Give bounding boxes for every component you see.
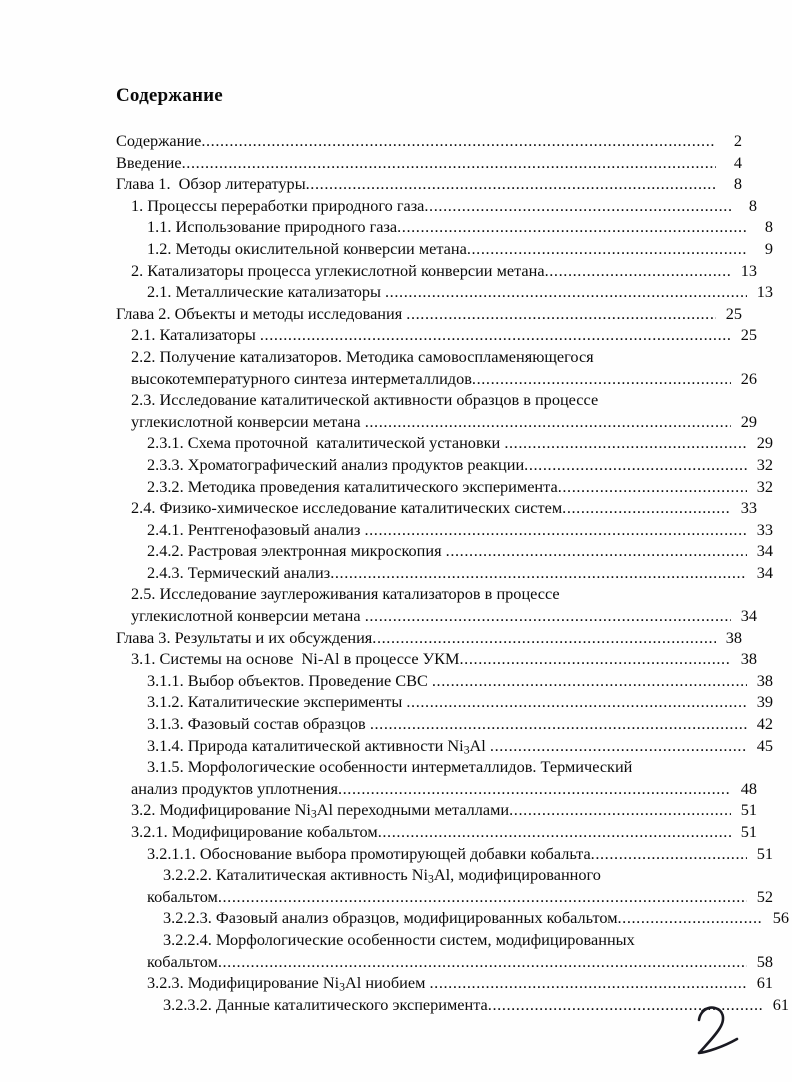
toc-leader-dots	[430, 972, 748, 988]
toc-entry-label: 1.1. Использование природного газа	[147, 217, 398, 237]
toc-entry-line	[116, 972, 773, 994]
toc-entry-label: 2.3. Исследование каталитической активности образцов в процессе	[131, 390, 599, 410]
toc-page-number: 51	[740, 800, 757, 820]
toc-entry-line	[116, 627, 742, 649]
toc-entry-line	[116, 195, 757, 217]
toc-leader-dots	[365, 411, 731, 427]
toc-entry[interactable]	[116, 519, 773, 541]
toc-entry[interactable]	[116, 260, 757, 282]
toc-leader-dots	[618, 907, 764, 923]
toc-entry-label: 3.1.4. Природа каталитической активности $Ni_3Al$	[147, 735, 490, 757]
toc-page-number: 8	[764, 217, 773, 237]
toc-entry-line	[116, 281, 773, 303]
toc-entry[interactable]	[116, 670, 773, 692]
toc-leader-dots	[306, 173, 716, 189]
toc-leader-dots	[545, 260, 731, 276]
toc-entry-label-continued: кобальтом	[147, 886, 218, 906]
toc-entry[interactable]	[116, 173, 742, 195]
toc-leader-dots	[504, 432, 747, 448]
toc-leader-dots	[182, 152, 716, 168]
toc-page-number: 61	[756, 973, 773, 993]
toc-entry-line	[116, 756, 773, 778]
toc-leader-dots	[558, 476, 747, 492]
toc-entry-label-continued: кобальтом	[147, 951, 218, 971]
toc-entry[interactable]	[116, 346, 757, 389]
toc-entry[interactable]	[116, 843, 773, 865]
toc-entry[interactable]	[116, 864, 773, 907]
toc-leader-dots	[562, 497, 731, 513]
toc-entry[interactable]	[116, 562, 773, 584]
toc-entry-line	[116, 454, 773, 476]
toc-entry-line	[116, 907, 789, 929]
toc-entry-label: 3.1.2. Каталитические эксперименты	[147, 692, 407, 712]
toc-page-number: 32	[756, 476, 773, 496]
toc-leader-dots	[370, 713, 747, 729]
toc-leader-dots	[372, 627, 716, 643]
toc-leader-dots	[365, 605, 731, 621]
toc-page-number: 34	[756, 541, 773, 561]
toc-entry-label: 1. Процессы переработки природного газа	[131, 195, 425, 215]
toc-entry-label-continued: высокотемпературного синтеза интерметаллидов	[131, 368, 472, 388]
toc-entry[interactable]	[116, 972, 773, 994]
toc-page-number: 4	[733, 152, 742, 172]
toc-entry-line	[116, 324, 757, 346]
toc-leader-dots	[218, 951, 747, 967]
toc-entry-line	[116, 735, 773, 757]
toc-page-number: 29	[740, 411, 757, 431]
toc-entry-line	[116, 389, 757, 411]
toc-leader-dots	[385, 281, 747, 297]
toc-entry-label: 2.4.1. Рентгенофазовый анализ	[147, 519, 365, 539]
toc-entry[interactable]	[116, 799, 757, 821]
toc-page-number: 26	[740, 368, 757, 388]
toc-page-number: 34	[756, 562, 773, 582]
toc-leader-dots	[218, 886, 747, 902]
toc-entry-label: 3.1. Системы на основе Ni-Al в процессе УКМ	[131, 649, 460, 669]
toc-entry-line	[116, 303, 742, 325]
toc-page-number: 42	[756, 714, 773, 734]
toc-entry-label: 3.2.3. Модифицирование $Ni_3Al$ ниобием	[147, 973, 430, 994]
toc-entry-label: 2.1. Металлические катализаторы	[147, 282, 386, 302]
toc-entry-continuation	[116, 886, 773, 908]
toc-leader-dots	[424, 195, 731, 211]
toc-entry-line	[116, 519, 773, 541]
toc-entry-label: 2.4. Физико-химическое исследование каталитических систем	[131, 498, 563, 518]
toc-page-number: 34	[740, 606, 757, 626]
toc-entry[interactable]	[116, 756, 757, 799]
toc-entry-label: Глава 3. Результаты и их обсуждения	[116, 627, 373, 647]
toc-entry-line	[116, 216, 773, 238]
toc-leader-dots	[338, 778, 731, 794]
toc-entry-continuation	[116, 951, 773, 973]
toc-page-number: 38	[756, 670, 773, 690]
toc-page-number: 8	[733, 174, 742, 194]
toc-page-number: 32	[756, 454, 773, 474]
toc-entry-line	[116, 648, 757, 670]
toc-leader-dots	[460, 648, 731, 664]
toc-entry-label: 3.2. Модифицирование $Ni_3Al$ переходными металлами	[131, 800, 510, 821]
toc-entry-line	[116, 864, 789, 886]
toc-entry-label: 2. Катализаторы процесса углекислотной конверсии метана	[131, 260, 545, 280]
toc-entry[interactable]	[116, 540, 773, 562]
toc-page-number: 38	[725, 627, 742, 647]
toc-leader-dots	[397, 216, 747, 232]
toc-leader-dots	[364, 519, 747, 535]
toc-entry-label: 3.2.3.2. Данные каталитического эксперимента	[163, 994, 488, 1014]
page-title: Содержание	[116, 85, 223, 106]
toc-leader-dots	[472, 368, 731, 384]
toc-page-number: 61	[772, 994, 789, 1014]
toc-entry-line	[116, 929, 789, 951]
toc-leader-dots	[432, 670, 747, 686]
toc-entry[interactable]	[116, 324, 757, 346]
toc-page-number: 8	[748, 195, 757, 215]
toc-entry[interactable]	[116, 497, 757, 519]
toc-entry-continuation	[116, 778, 757, 800]
toc-entry-label: Глава 2. Объекты и методы исследования	[116, 303, 407, 323]
toc-leader-dots	[446, 540, 747, 556]
toc-page-number: 45	[756, 735, 773, 755]
toc-page-number: 58	[756, 951, 773, 971]
toc-leader-dots	[406, 303, 716, 319]
toc-entry-label: 2.1. Катализаторы	[131, 325, 260, 345]
toc-entry-line	[116, 130, 742, 152]
toc-entry[interactable]	[116, 303, 742, 325]
toc-entry[interactable]	[116, 432, 773, 454]
toc-page-number: 51	[740, 822, 757, 841]
toc-page-number: 25	[725, 303, 742, 323]
toc-entry[interactable]	[116, 476, 773, 498]
toc-entry[interactable]	[116, 195, 757, 217]
handwritten-page-number	[689, 1003, 753, 1065]
toc-entry-label: 3.2.1. Модифицирование кобальтом	[131, 822, 378, 841]
toc-entry[interactable]	[116, 281, 773, 303]
toc-entry[interactable]	[116, 389, 757, 432]
toc-entry-label: Глава 1. Обзор литературы	[116, 174, 306, 194]
toc-entry-label: 3.1.5. Морфологические особенности интерметаллидов. Термический	[147, 757, 633, 777]
toc-leader-dots	[330, 562, 747, 578]
toc-entry-line	[116, 821, 757, 843]
toc-entry-label-continued: углекислотной конверсии метана	[131, 411, 365, 431]
toc-entry-line	[116, 540, 773, 562]
toc-leader-dots	[490, 735, 747, 751]
toc-entry-line	[116, 670, 773, 692]
toc-leader-dots	[260, 324, 731, 340]
toc-entry-label: 2.4.3. Термический анализ	[147, 562, 331, 582]
toc-entry[interactable]	[116, 216, 773, 238]
toc-entry-line	[116, 691, 773, 713]
toc-leader-dots	[591, 843, 747, 859]
toc-leader-dots	[524, 454, 747, 470]
toc-entry-label: 3.1.3. Фазовый состав образцов	[147, 714, 370, 734]
toc-page-number: 13	[756, 282, 773, 302]
toc-entry[interactable]	[116, 821, 757, 843]
toc-entry[interactable]	[116, 735, 773, 757]
toc-entry[interactable]	[116, 907, 789, 929]
toc-entry[interactable]	[116, 713, 773, 735]
toc-entry[interactable]	[116, 648, 757, 670]
table-of-contents-list	[116, 130, 789, 1015]
toc-page-number: 48	[740, 778, 757, 798]
toc-entry-label: 3.2.1.1. Обоснование выбора промотирующей добавки кобальта	[147, 843, 591, 863]
toc-entry-continuation	[116, 605, 757, 627]
toc-entry-line	[116, 843, 773, 865]
toc-entry-line	[116, 583, 757, 605]
toc-entry[interactable]	[116, 691, 773, 713]
toc-page-number: 25	[740, 325, 757, 345]
toc-page-number: 2	[733, 131, 742, 150]
toc-entry-label: Введение	[116, 152, 182, 172]
toc-page-number: 33	[740, 498, 757, 518]
toc-entry-label-continued: анализ продуктов уплотнения	[131, 778, 338, 798]
toc-entry-label: 3.2.2.3. Фазовый анализ образцов, модифицированных кобальтом	[163, 908, 618, 928]
toc-entry-label: Содержание	[116, 131, 202, 150]
toc-entry-label: 3.1.1. Выбор объектов. Проведение СВС	[147, 670, 432, 690]
toc-page-number: 9	[764, 238, 773, 258]
toc-leader-dots	[378, 821, 731, 837]
toc-entry-continuation	[116, 411, 757, 433]
toc-entry-line	[116, 497, 757, 519]
toc-entry-label: 2.5. Исследование зауглероживания катализаторов в процессе	[131, 584, 560, 604]
toc-entry-line	[116, 238, 773, 260]
toc-entry-line	[116, 476, 773, 498]
toc-entry[interactable]	[116, 454, 773, 476]
toc-entry-label: 2.2. Получение катализаторов. Методика самовоспламеняющегося	[131, 346, 594, 366]
toc-entry[interactable]	[116, 583, 757, 626]
toc-entry[interactable]	[116, 994, 789, 1016]
toc-leader-dots	[201, 130, 716, 146]
toc-entry-line	[116, 799, 757, 821]
toc-entry-label: 2.4.2. Растровая электронная микроскопия	[147, 541, 446, 561]
toc-leader-dots	[509, 799, 731, 815]
toc-entry-label: 3.2.2.4. Морфологические особенности систем, модифицированных	[163, 929, 635, 949]
toc-page-number: 39	[756, 692, 773, 712]
toc-entry-line	[116, 432, 773, 454]
toc-entry-line	[116, 173, 742, 195]
toc-page-number: 38	[740, 649, 757, 669]
toc-page-number: 52	[756, 886, 773, 906]
toc-page-number: 51	[756, 843, 773, 863]
toc-leader-dots	[467, 238, 747, 254]
toc-entry[interactable]	[116, 130, 742, 152]
toc-entry-label: 3.2.2.2. Каталитическая активность $Ni_3Al$, модифицированного	[163, 865, 601, 886]
toc-entry-line	[116, 713, 773, 735]
toc-entry-label: 2.3.1. Схема проточной каталитической установки	[147, 433, 505, 453]
toc-entry-line	[116, 152, 742, 174]
toc-entry-line	[116, 562, 773, 584]
toc-entry-label-continued: углекислотной конверсии метана	[131, 606, 365, 626]
toc-entry-label: 2.3.3. Хроматографический анализ продуктов реакции	[147, 454, 525, 474]
toc-page-number: 13	[740, 260, 757, 280]
toc-page-number: 29	[756, 433, 773, 453]
toc-leader-dots	[406, 691, 747, 707]
toc-entry[interactable]	[116, 627, 742, 649]
toc-page-number: 56	[772, 908, 789, 928]
toc-entry-label: 2.3.2. Методика проведения каталитического эксперимента	[147, 476, 558, 496]
toc-entry-line	[116, 260, 757, 282]
toc-entry[interactable]	[116, 929, 773, 972]
toc-page-number: 33	[756, 519, 773, 539]
toc-entry[interactable]	[116, 152, 742, 174]
toc-entry-label: 1.2. Методы окислительной конверсии метана	[147, 238, 467, 258]
toc-entry-line	[116, 346, 757, 368]
toc-entry[interactable]	[116, 238, 773, 260]
toc-entry-continuation	[116, 368, 757, 390]
